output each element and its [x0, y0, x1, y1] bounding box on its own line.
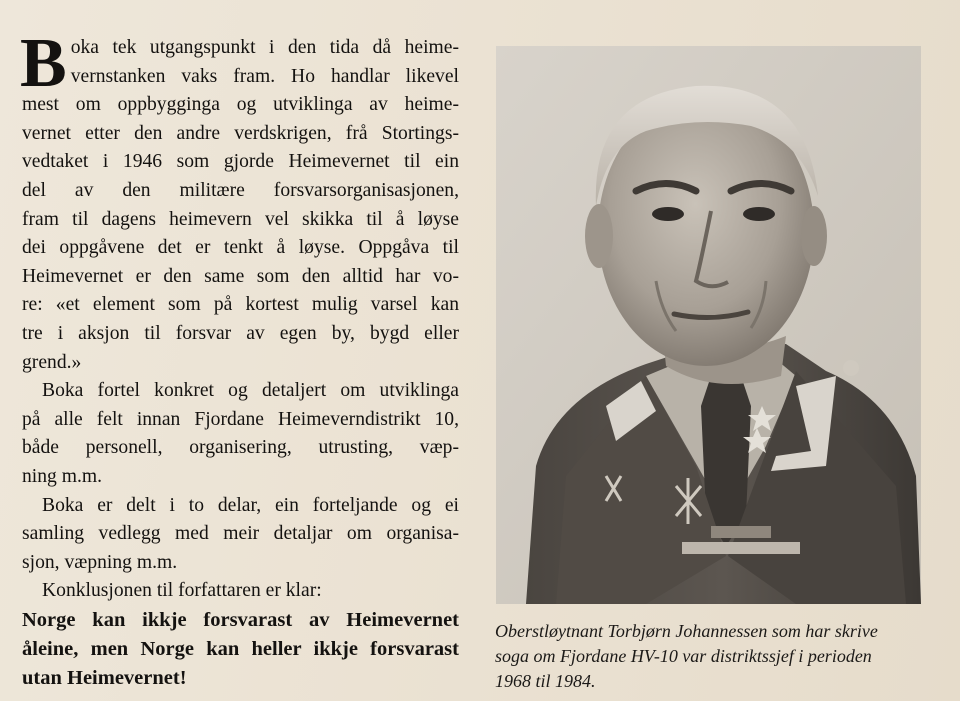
- text-line: mest om oppbygginga og utviklinga av heime-: [22, 94, 459, 116]
- paragraph-3: [22, 492, 459, 578]
- text-line: del av den militære forsvarsorganisasjonen,: [22, 179, 459, 201]
- conclusion-statement: [22, 606, 459, 693]
- caption-line: 1968 til 1984.: [495, 671, 596, 691]
- text-line: grend.»: [22, 351, 82, 373]
- text-line: Boka fortel konkret og detaljert om utviklinga: [42, 380, 459, 402]
- drop-cap: B: [20, 25, 67, 102]
- photo-caption: [495, 619, 935, 694]
- portrait-photo: [496, 46, 921, 604]
- text-line: åleine, men Norge kan heller ikkje forsvarast: [22, 637, 459, 660]
- article-text: [20, 25, 459, 693]
- text-line: Norge kan ikkje forsvarast av Heimevernet: [22, 608, 459, 631]
- caption-line: soga om Fjordane HV-10 var distriktssjef i perioden: [495, 646, 872, 666]
- paragraph-1: [20, 25, 459, 377]
- caption-line: Oberstløytnant Torbjørn Johannessen som har skrive: [495, 621, 878, 641]
- text-line: fram til dagens heimevern vel skikka til å løyse: [22, 208, 459, 230]
- text-line: både personell, organisering, utrusting, væp-: [22, 437, 459, 459]
- text-line: ning m.m.: [22, 465, 103, 487]
- text-line: vernet etter den andre verdskrigen, frå Stortings-: [22, 122, 459, 144]
- text-line: dei oppgåvene det er tenkt å løyse. Oppgåva til: [22, 237, 459, 259]
- text-line: samling vedlegg med meir detaljar om organisa-: [22, 523, 459, 545]
- text-line: Heimevernet er den same som den alltid har vo-: [22, 265, 459, 287]
- text-line: sjon, væpning m.m.: [22, 551, 178, 573]
- text-line: Boka er delt i to delar, ein forteljande og ei: [42, 494, 459, 516]
- paragraph-2: [22, 377, 459, 491]
- text-line: oka tek utgangspunkt i den tida då heime-: [70, 37, 459, 58]
- text-line: tre i aksjon til forsvar av egen by, bygd eller: [22, 322, 459, 344]
- paragraph-4: [22, 577, 459, 606]
- text-line: Konklusjonen til forfattaren er klar:: [42, 580, 322, 602]
- text-line: på alle felt innan Fjordane Heimeverndistrikt 10,: [22, 408, 459, 430]
- text-line: vedtaket i 1946 som gjorde Heimevernet til ein: [22, 151, 459, 173]
- text-line: re: «et element som på kortest mulig varsel kan: [22, 294, 459, 316]
- text-line: utan Heimevernet!: [22, 666, 187, 689]
- text-line: vernstanken vaks fram. Ho handlar likevel: [70, 65, 459, 87]
- portrait-illustration: [496, 46, 921, 604]
